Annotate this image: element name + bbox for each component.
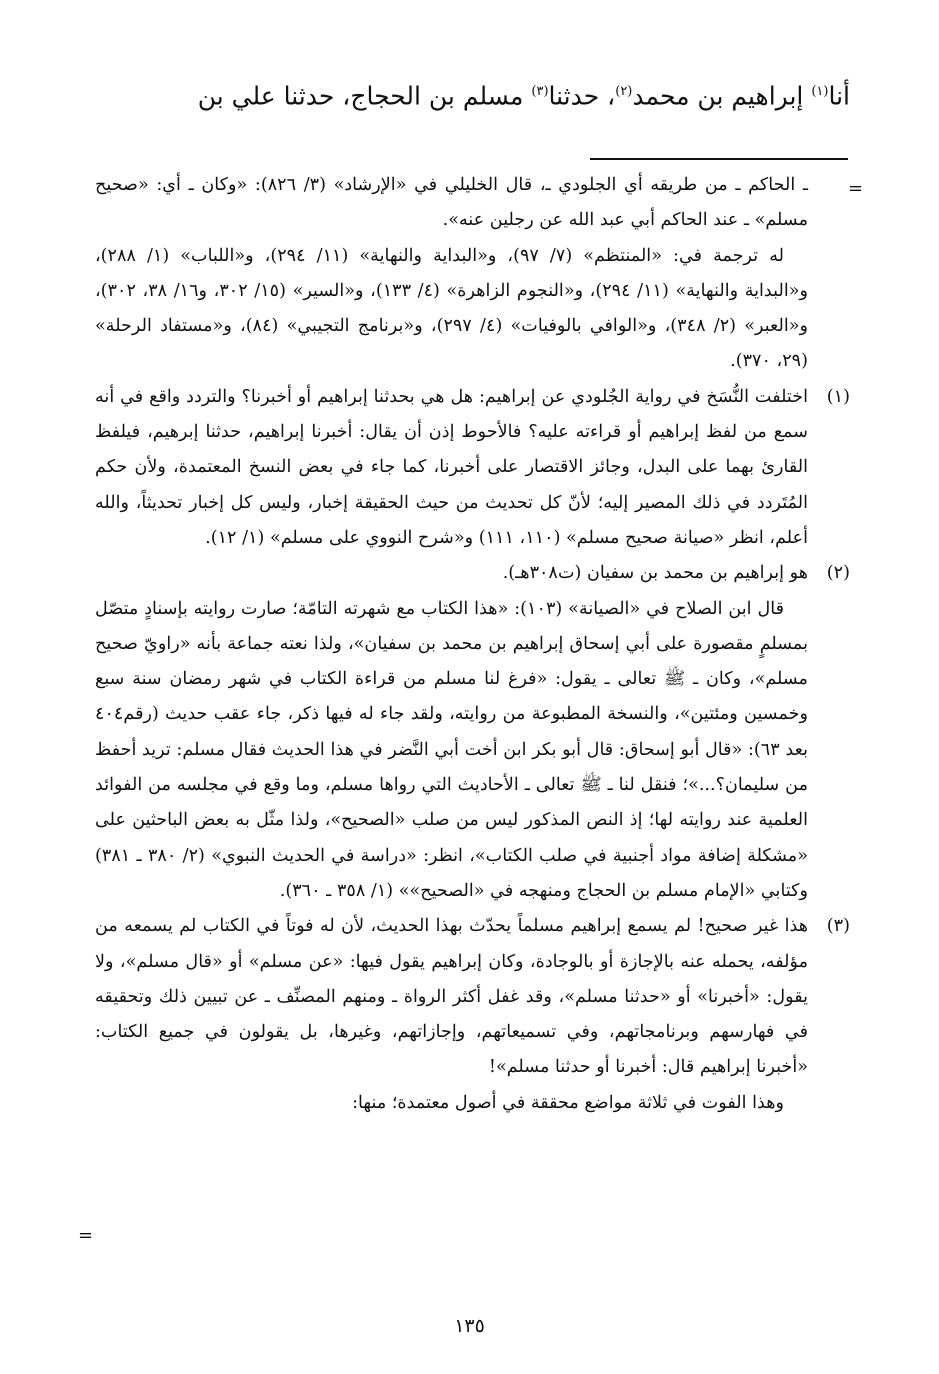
footnote-1-number: (١) (826, 386, 850, 407)
footnote-1-text: اختلفت النُّسَخ في رواية الجُلودي عن إبراهيم: هل هي بحدثنا إبراهيم أو أخبرنا؟ والتردد واقع في أنه سمع من لفظ إبراهيم أو قراءته عليه؟ فالأحوط إذن أن يقال: أخبرنا إبراهيم، حدثنا إبرهيم، فيلفظ القارئ بهما على البدل، وجائز الاقتصار على أخبرنا، كما جاء في بعض النسخ المعتمدة، ولأن حكم المُتَردد في ذلك المصير إليه؛ لأنّ كل تحديث من حيث الحقيقة إخبار، وليس كل إخبار تحديثاً، والله أعلم، انظر «صيانة صحيح مسلم» (١١٠، ١١١) و«شرح النووي على مسلم» (١/ ١٢). (95, 386, 808, 548)
footnote-2 (95, 556, 850, 591)
footnote-ref-3[interactable]: (٣) (531, 84, 549, 99)
main-text-segment: أنا (828, 81, 850, 111)
page-number: ١٣٥ (454, 1315, 485, 1337)
footnote-2-paragraph: قال ابن الصلاح في «الصيانة» (١٠٣): «هذا الكتاب مع شهرته التامّة؛ صارت روايته بإسنادٍ متصّل بمسلمٍ مقصورة على أبي إسحاق إبراهيم بن محمد بن سفيان»، ولذا نعته جماعة بأنه «راويّ صحيح مسلم»، وكان ـ ﷺ تعالى ـ يقول: «فرغ لنا مسلم من قراءة الكتاب في شهر رمضان سنة سبع وخمسين ومئتين»، والنسخة المطبوعة من روايته، ولقد جاء له فيها ذكر، جاء عقب حديث (رقم٤٠٤ بعد ٦٣): «قال أبو إسحاق: قال أبو بكر ابن أخت أبي النَّضر في هذا الحديث فقال مسلم: تريد أحفظ من سليمان؟...»؛ فنقل لنا ـ ﷺ تعالى ـ الأحاديث التي رواها مسلم، وما وقع في مجلسه من الفوائد العلمية عند روايته لها؛ إذ النص المذكور ليس من صلب «الصحيح»، ولذا مثّل به بعض الباحثين على «مشكلة إضافة مواد أجنبية في صلب الكتاب»، انظر: «دراسة في الحديث النبوي» (٢/ ٣٨٠ ـ ٣٨١) وكتابي «الإمام مسلم بن الحجاج ومنهجه في «الصحيح»» (١/ ٣٥٨ ـ ٣٦٠). (95, 598, 808, 901)
footnote-separator (590, 158, 848, 160)
footnote-3-number: (٣) (826, 916, 850, 937)
footnotes (95, 168, 850, 1121)
footnote-continuation-paragraph: له ترجمة في: «المنتظم» (٧/ ٩٧)، و«البداية والنهاية» (١١/ ٢٩٤)، و«اللباب» (١/ ٢٨٨)، و«البداية والنهاية» (١١/ ٢٩٤)، و«النجوم الزاهرة» (٤/ ١٣٣)، و«السير» (١٥/ ٣٠٢، و١٦/ ٣٨، ٣٠٢)، و«العبر» (٢/ ٣٤٨)، و«الوافي بالوفيات» (٤/ ٢٩٧)، و«برنامج التجيبي» (٨٤)، و«مستفاد الرحلة» (٢٩، ٣٧٠). (95, 245, 808, 372)
footnote-ref-2[interactable]: (٢) (615, 84, 633, 99)
main-text-line (90, 70, 850, 118)
main-text-segment: مسلم بن الحجاج، حدثنا علي بن (197, 81, 532, 111)
main-text-segment: إبراهيم بن محمد (632, 81, 812, 111)
continuation-marker-top: = (848, 178, 864, 199)
footnote-3 (95, 909, 850, 1085)
footnote-3-paragraph: وهذا الفوت في ثلاثة مواضع محققة في أصول معتمدة؛ منها: (352, 1092, 784, 1113)
main-text (90, 70, 850, 118)
footnote-2-number: (٢) (826, 563, 850, 584)
footnote-2-text: هو إبراهيم بن محمد بن سفيان (ت٣٠٨هـ). (502, 563, 808, 584)
continuation-marker-bottom: = (78, 1225, 94, 1246)
footnote-1 (95, 380, 850, 556)
main-text-segment: ، حدثنا (548, 81, 616, 111)
footnote-3-text: هذا غير صحيح! لم يسمع إبراهيم مسلماً يحدّث بهذا الحديث، لأن له فوتاً في الكتاب لم يسمعه من مؤلفه، يحمله عنه بالإجازة أو بالوجادة، وكان إبراهيم يقول فيها: «عن مسلم» أو «قال مسلم»، ولا يقول: «أخبرنا» أو «حدثنا مسلم»، وقد غفل أكثر الرواة ـ ومنهم المصنِّف ـ عن تبيين ذلك وتحقيقه في فهارسهم وبرنامجاتهم، وفي تسميعاتهم، وإجازاتهم، وغيرها، بل يقولون في جميع الكتاب: «أخبرنا إبراهيم قال: أخبرنا أو حدثنا مسلم»! (95, 916, 808, 1078)
footnote-continuation: ـ الحاكم ـ من طريقه أي الجلودي ـ، قال الخليلي في «الإرشاد» (٣/ ٨٢٦): «وكان ـ أي: «صحيح مسلم» ـ عند الحاكم أبي عبد الله عن رجلين عنه». (95, 175, 808, 231)
footnote-ref-1[interactable]: (١) (811, 84, 829, 99)
